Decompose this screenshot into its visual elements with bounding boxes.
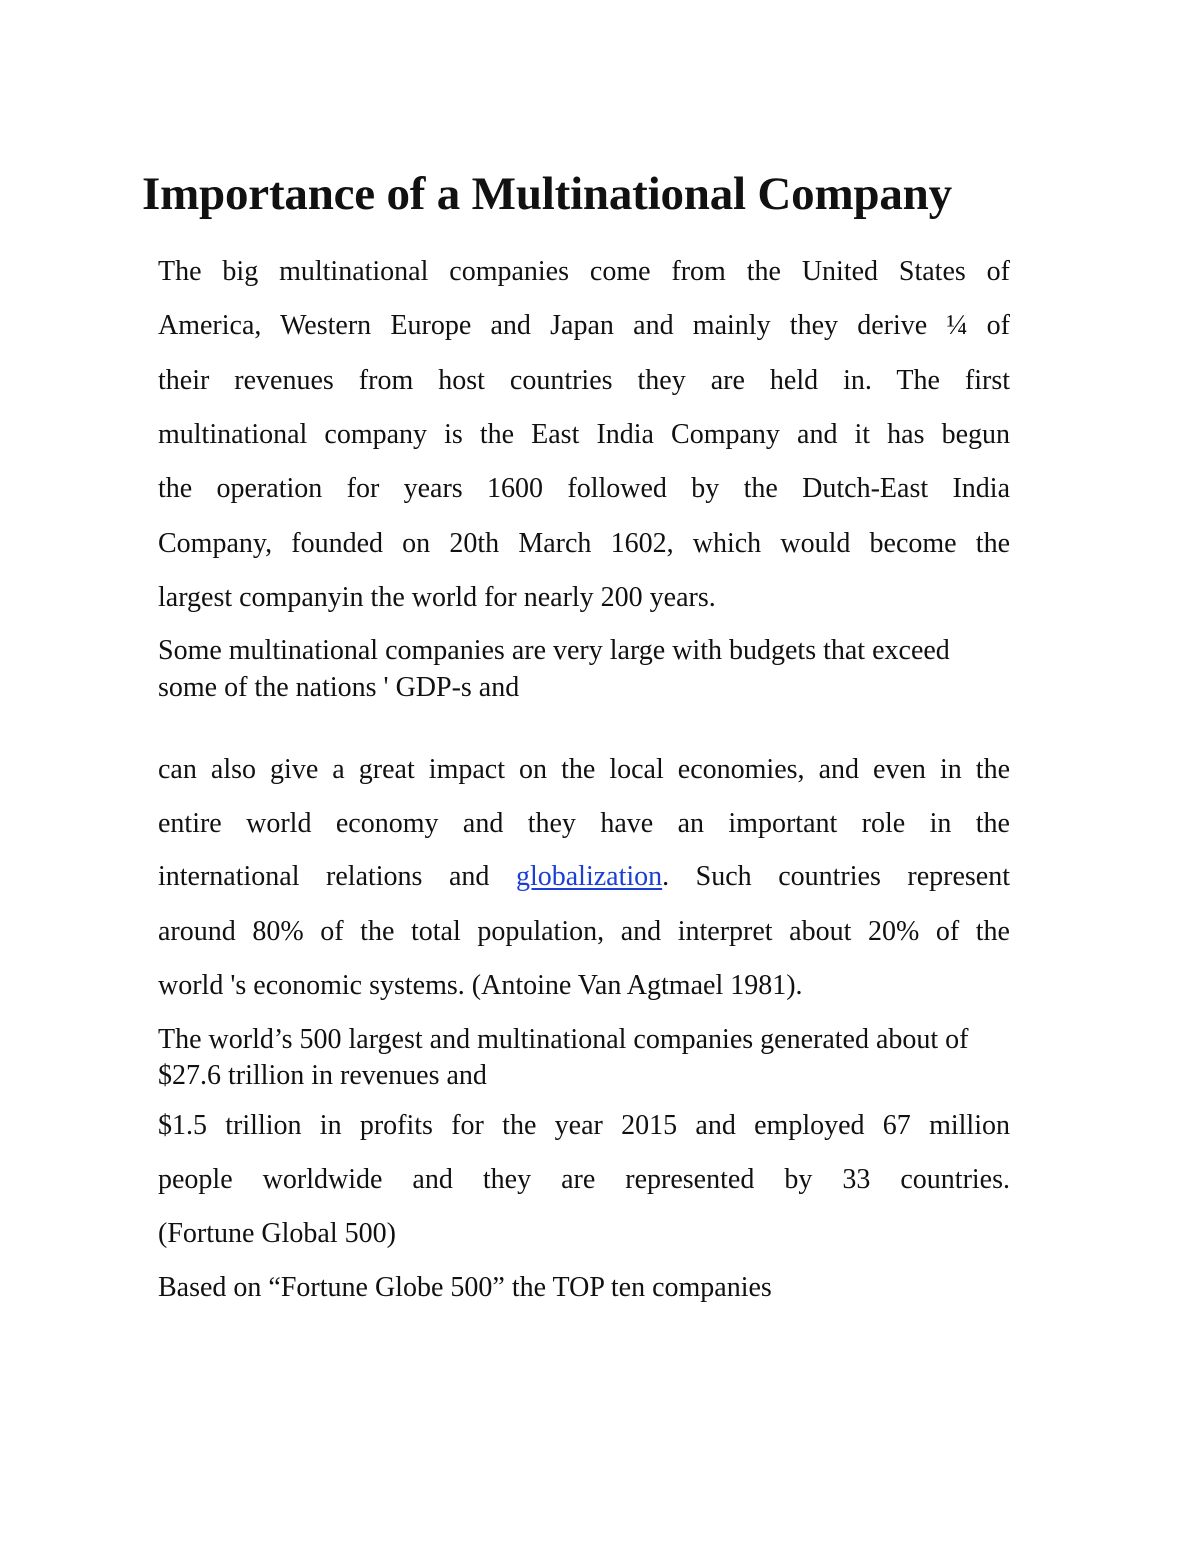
line-text: . Such countries represent [662, 861, 1010, 892]
paragraph-line: some of the nations ' GDP-s and [158, 672, 520, 703]
paragraph-line: their revenues from host countries they are held in. The first [158, 365, 1010, 396]
paragraph-line [158, 860, 1010, 894]
paragraph-line: America, Western Europe and Japan and mainly they derive ¼ of [158, 310, 1010, 341]
paragraph-line: entire world economy and they have an important role in the [158, 808, 1010, 839]
paragraph-line: can also give a great impact on the local economies, and even in the [158, 754, 1010, 785]
paragraph-line: people worldwide and they are represented by 33 countries. [158, 1164, 1010, 1195]
line-text: international relations and [158, 861, 516, 892]
globalization-link[interactable]: globalization [515, 861, 663, 892]
paragraph-line: the operation for years 1600 followed by the Dutch-East India [158, 473, 1010, 504]
paragraph-line: multinational company is the East India Company and it has begun [158, 419, 1010, 450]
page-title: Importance of a Multinational Company [142, 168, 952, 220]
paragraph-line: around 80% of the total population, and interpret about 20% of the [158, 916, 1010, 947]
paragraph-line: $27.6 trillion in revenues and [158, 1060, 487, 1091]
paragraph-line: (Fortune Global 500) [158, 1218, 396, 1249]
paragraph-line: Based on “Fortune Globe 500” the TOP ten companies [158, 1272, 772, 1303]
paragraph-line: Company, founded on 20th March 1602, which would become the [158, 528, 1010, 559]
paragraph-line: world 's economic systems. (Antoine Van Agtmael 1981). [158, 970, 803, 1001]
paragraph-line: largest companyin the world for nearly 200 years. [158, 582, 716, 613]
paragraph-line: The world’s 500 largest and multinational companies generated about of [158, 1024, 969, 1055]
paragraph-line: The big multinational companies come from the United States of [158, 256, 1010, 287]
paragraph-line: $1.5 trillion in profits for the year 2015 and employed 67 million [158, 1110, 1010, 1141]
paragraph-line: Some multinational companies are very large with budgets that exceed [158, 635, 950, 666]
